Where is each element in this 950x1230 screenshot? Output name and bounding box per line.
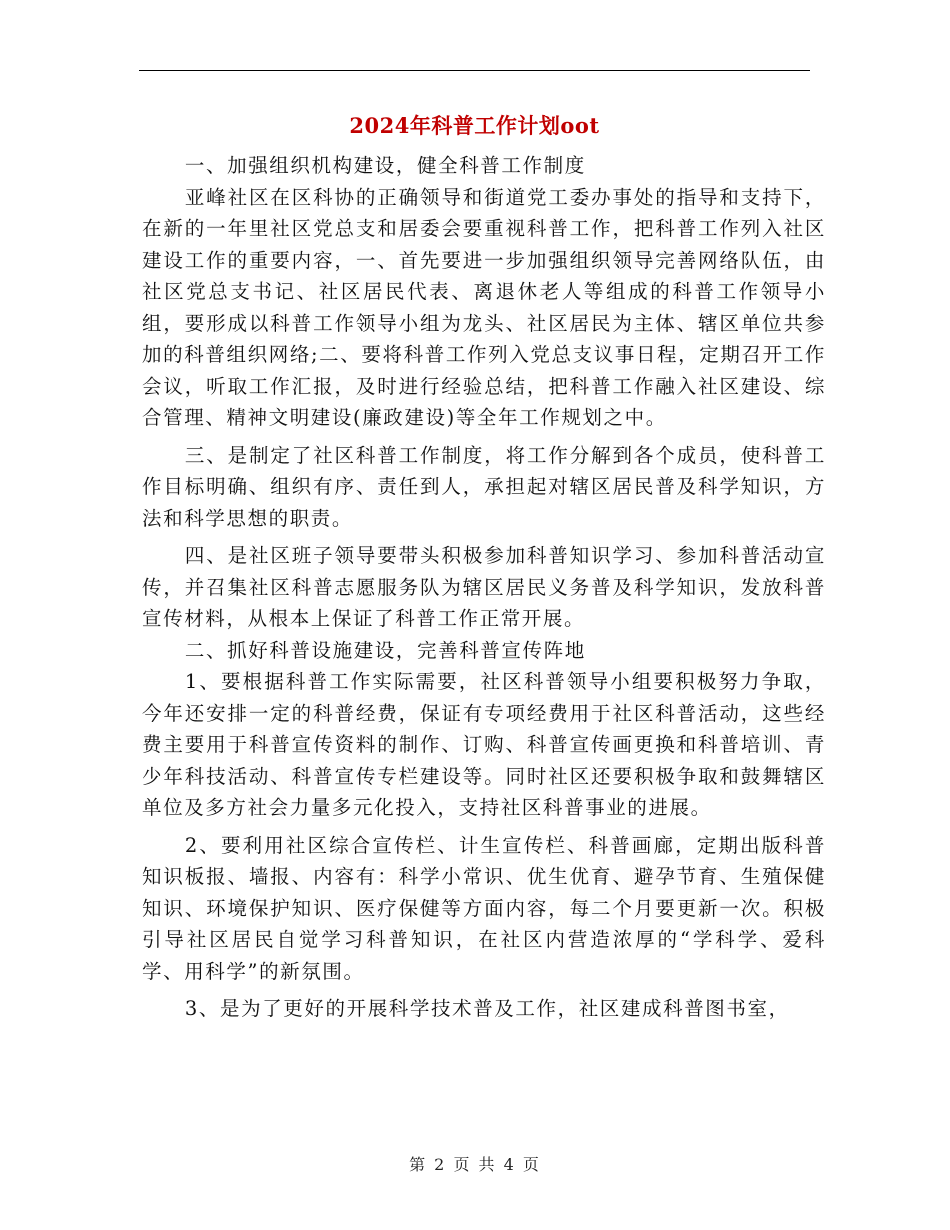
header-rule: [139, 70, 810, 71]
section-heading-2: 二、抓好科普设施建设，完善科普宣传阵地: [184, 638, 586, 662]
paragraph: 2、要利用社区综合宣传栏、计生宣传栏、科普画廊，定期出版科普知识板报、墙报、内容有：科学小常识、优生优育、避孕节育、生殖保健知识、环境保护知识、医疗保健等方面内容，每二个月要更新一次。积极引导社区居民自觉学习科普知识，在社区内营造浓厚的“学科学、爱科学、用科学”的新氛围。: [142, 833, 826, 983]
paragraph: 四、是社区班子领导要带头积极参加科普知识学习、参加科普活动宣传，并召集社区科普志愿服务队为辖区居民义务普及科学知识，发放科普宣传材料，从根本上保证了科普工作正常开展。: [142, 544, 826, 630]
document-title: 2024年科普工作计划oot: [349, 113, 600, 138]
paragraph: 三、是制定了社区科普工作制度，将工作分解到各个成员，使科普工作目标明确、组织有序、责任到人，承担起对辖区居民普及科学知识，方法和科学思想的职责。: [142, 443, 826, 530]
document-body: [142, 150, 826, 1025]
paragraph: 1、要根据科普工作实际需要，社区科普领导小组要积极努力争取，今年还安排一定的科普经费，保证有专项经费用于社区科普活动，这些经费主要用于科普宣传资料的制作、订购、科普宣传画更换和科普培训、青少年科技活动、科普宣传专栏建设等。同时社区还要积极争取和鼓舞辖区单位及多方社会力量多元化投入，支持社区科普事业的进展。: [142, 670, 826, 819]
page-number: 第 2 页 共 4 页: [409, 1155, 541, 1174]
paragraph: 3、是为了更好的开展科学技术普及工作，社区建成科普图书室，: [184, 997, 790, 1020]
paragraph: 亚峰社区在区科协的正确领导和街道党工委办事处的指导和支持下，在新的一年里社区党总支和居委会要重视科普工作，把科普工作列入社区建设工作的重要内容，一、首先要进一步加强组织领导完善网络队伍，由社区党总支书记、社区居民代表、离退休老人等组成的科普工作领导小组，要形成以科普工作领导小组为龙头、社区居民为主体、辖区单位共参加的科普组织网络;二、要将科普工作列入党总支议事日程，定期召开工作会议，听取工作汇报，及时进行经验总结，把科普工作融入社区建设、综合管理、精神文明建设(廉政建设)等全年工作规划之中。: [142, 185, 826, 429]
section-heading-1: 一、加强组织机构建设，健全科普工作制度: [184, 154, 586, 177]
